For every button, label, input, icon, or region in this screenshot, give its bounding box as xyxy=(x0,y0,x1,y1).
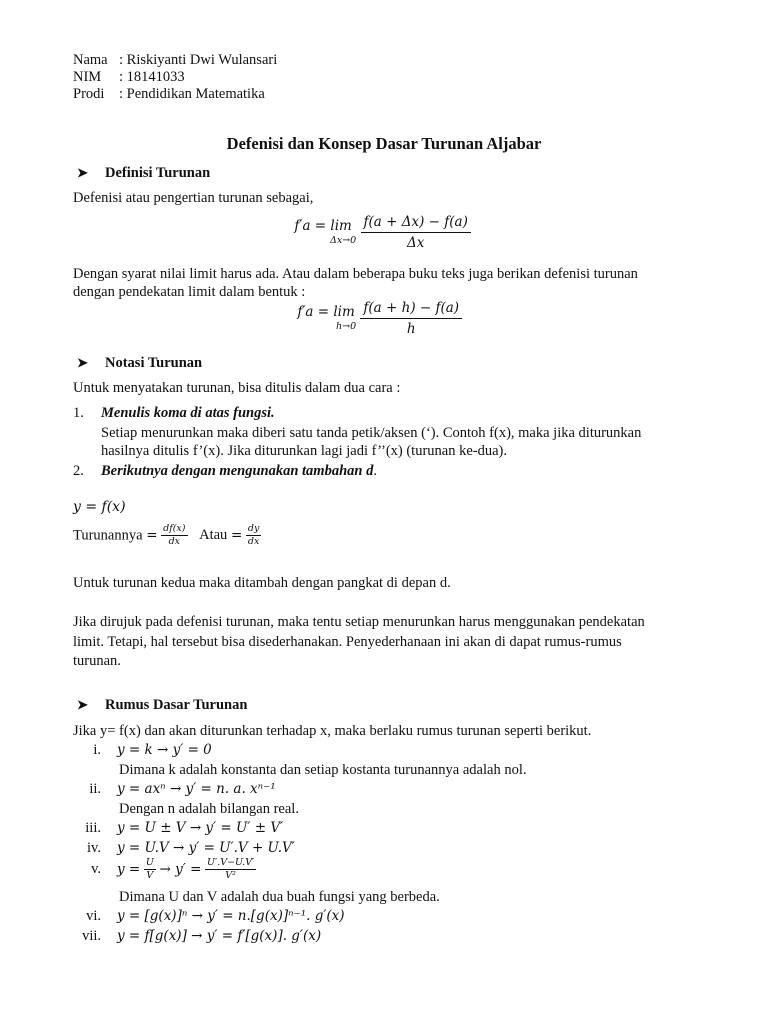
header-nim xyxy=(73,69,185,86)
equation-y-fx: y = f(x) xyxy=(73,499,126,515)
rule-note: Dimana U dan V adalah dua buah fungsi yang berbeda. xyxy=(119,889,440,905)
formula2-lhs: f′a = lim xyxy=(297,303,355,320)
rule-number: iv. xyxy=(87,840,101,856)
rule-formula: y = axⁿ → y′ = n. a. xⁿ⁻¹ xyxy=(117,781,276,797)
page-title: Defenisi dan Konsep Dasar Turunan Aljabar xyxy=(226,134,542,153)
formula2-denominator: h xyxy=(406,321,416,337)
rule-number: vii. xyxy=(82,928,101,944)
nim-value: : 18141033 xyxy=(119,69,185,85)
rule-formula: y = U.V → y′ = U′.V + U.V′ xyxy=(117,840,295,856)
notasi-intro: Untuk menyatakan turunan, bisa ditulis dalam dua cara : xyxy=(73,380,401,396)
dydx-numerator: dy xyxy=(246,524,261,536)
rule-note: Dimana k adalah konstanta dan setiap kostanta turunannya adalah nol. xyxy=(119,762,527,778)
rule-number: iii. xyxy=(85,820,101,836)
rule-7 xyxy=(73,928,321,945)
notasi-item1-line1: Setiap menurunkan maka diberi satu tanda petik/aksen (‘). Contoh f(x), maka jika diturunkan xyxy=(101,425,642,441)
section-heading-label: Definisi Turunan xyxy=(105,165,211,181)
rule-formula: y = k → y′ = 0 xyxy=(117,742,212,758)
rule-formula-mid: → y′ = xyxy=(159,861,202,878)
rule-6 xyxy=(73,908,345,925)
notasi-para-line1: Jika dirujuk pada defenisi turunan, maka tentu setiap menurunkan harus menggunakan pendekatan xyxy=(73,614,645,630)
rumus-intro: Jika y= f(x) dan akan diturunkan terhadap x, maka berlaku rumus turunan seperti berikut. xyxy=(73,723,592,739)
item-title: Menulis koma di atas fungsi. xyxy=(101,405,275,421)
rule-formula-pre: y = xyxy=(117,861,141,878)
rule-note: Dengan n adalah bilangan real. xyxy=(119,801,299,817)
rule-formula: y = f[g(x)] → y′ = f′[g(x)]. g′(x) xyxy=(117,928,322,944)
item-dot: . xyxy=(373,463,377,479)
dfdx-denominator: dx xyxy=(168,536,181,548)
equals-sign: = xyxy=(230,527,243,544)
section-heading-notasi xyxy=(77,355,202,372)
arrowhead-bullet-icon: ➤ xyxy=(77,165,88,180)
formula1-numerator: f(a + Δx) − f(a) xyxy=(361,214,471,233)
rule5-frac1-denominator: V xyxy=(146,870,154,882)
formula-limit-delta xyxy=(290,214,471,251)
nim-label: NIM xyxy=(73,69,102,85)
turunannya-line xyxy=(73,524,261,548)
second-derivative-text: Untuk turunan kedua maka ditambah dengan pangkat di depan d. xyxy=(73,575,451,591)
equals-sign: = xyxy=(146,527,158,544)
turunannya-label: Turunannya xyxy=(73,527,143,544)
definisi-para-line2: dengan pendekatan limit dalam bentuk : xyxy=(73,284,306,300)
section-heading-label: Notasi Turunan xyxy=(105,355,203,371)
rule-4 xyxy=(73,840,295,857)
formula1-lhs: f′a = lim xyxy=(294,217,352,234)
nama-value: : Riskiyanti Dwi Wulansari xyxy=(119,52,278,68)
rule-formula: y = [g(x)]ⁿ → y′ = n.[g(x)]ⁿ⁻¹. g′(x) xyxy=(117,908,345,924)
header-nama xyxy=(73,52,277,69)
prodi-value: : Pendidikan Matematika xyxy=(119,86,265,102)
notasi-item1-line2: hasilnya ditulis f’(x). Jika diturunkan lagi jadi f’’(x) (turunan ke-dua). xyxy=(101,443,507,459)
notasi-item-1 xyxy=(73,405,275,422)
rule5-frac1-numerator: U xyxy=(144,858,156,870)
rule5-frac2-numerator: U′.V−U.V′ xyxy=(205,858,256,870)
notasi-item-2 xyxy=(73,463,377,480)
prodi-label: Prodi xyxy=(73,86,105,102)
section-heading-rumus xyxy=(77,697,247,714)
nama-label: Nama xyxy=(73,52,108,68)
arrowhead-bullet-icon: ➤ xyxy=(77,355,88,370)
dydx-denominator: dx xyxy=(247,536,260,548)
formula1-sub: Δx→0 xyxy=(330,235,357,246)
rule-5 xyxy=(73,858,256,882)
notasi-para-line2: limit. Tetapi, hal tersebut bisa disederhanakan. Penyederhanaan ini akan di dapat rumus-rumus xyxy=(73,634,622,650)
definisi-para-line1: Dengan syarat nilai limit harus ada. Atau dalam beberapa buku teks juga berikan defenisi turunan xyxy=(73,266,638,282)
rule-number: vi. xyxy=(86,908,101,924)
rule-number: ii. xyxy=(89,781,101,797)
formula2-numerator: f(a + h) − f(a) xyxy=(360,300,462,319)
section-heading-definisi xyxy=(77,165,210,182)
item-title: Berikutnya dengan mengunakan tambahan d xyxy=(101,463,374,479)
atau-label: Atau xyxy=(199,527,228,544)
item-number: 1. xyxy=(73,405,84,421)
definisi-intro: Defenisi atau pengertian turunan sebagai, xyxy=(73,190,314,206)
formula2-sub: h→0 xyxy=(336,321,357,332)
rule5-frac2-denominator: V² xyxy=(225,870,236,882)
rule-3 xyxy=(73,820,283,837)
rule-number: v. xyxy=(91,861,101,878)
notasi-para-line3: turunan. xyxy=(73,653,121,669)
item-number: 2. xyxy=(73,463,84,479)
header-prodi xyxy=(73,86,265,103)
formula1-denominator: Δx xyxy=(407,235,425,251)
formula-limit-h xyxy=(296,300,462,337)
rule-formula: y = U ± V → y′ = U′ ± V′ xyxy=(117,820,284,836)
rule-1 xyxy=(73,742,212,759)
section-heading-label: Rumus Dasar Turunan xyxy=(105,697,248,713)
rule-2 xyxy=(73,781,276,798)
rule-number: i. xyxy=(93,742,101,758)
dfdx-numerator: df(x) xyxy=(161,524,187,536)
arrowhead-bullet-icon: ➤ xyxy=(77,697,88,712)
